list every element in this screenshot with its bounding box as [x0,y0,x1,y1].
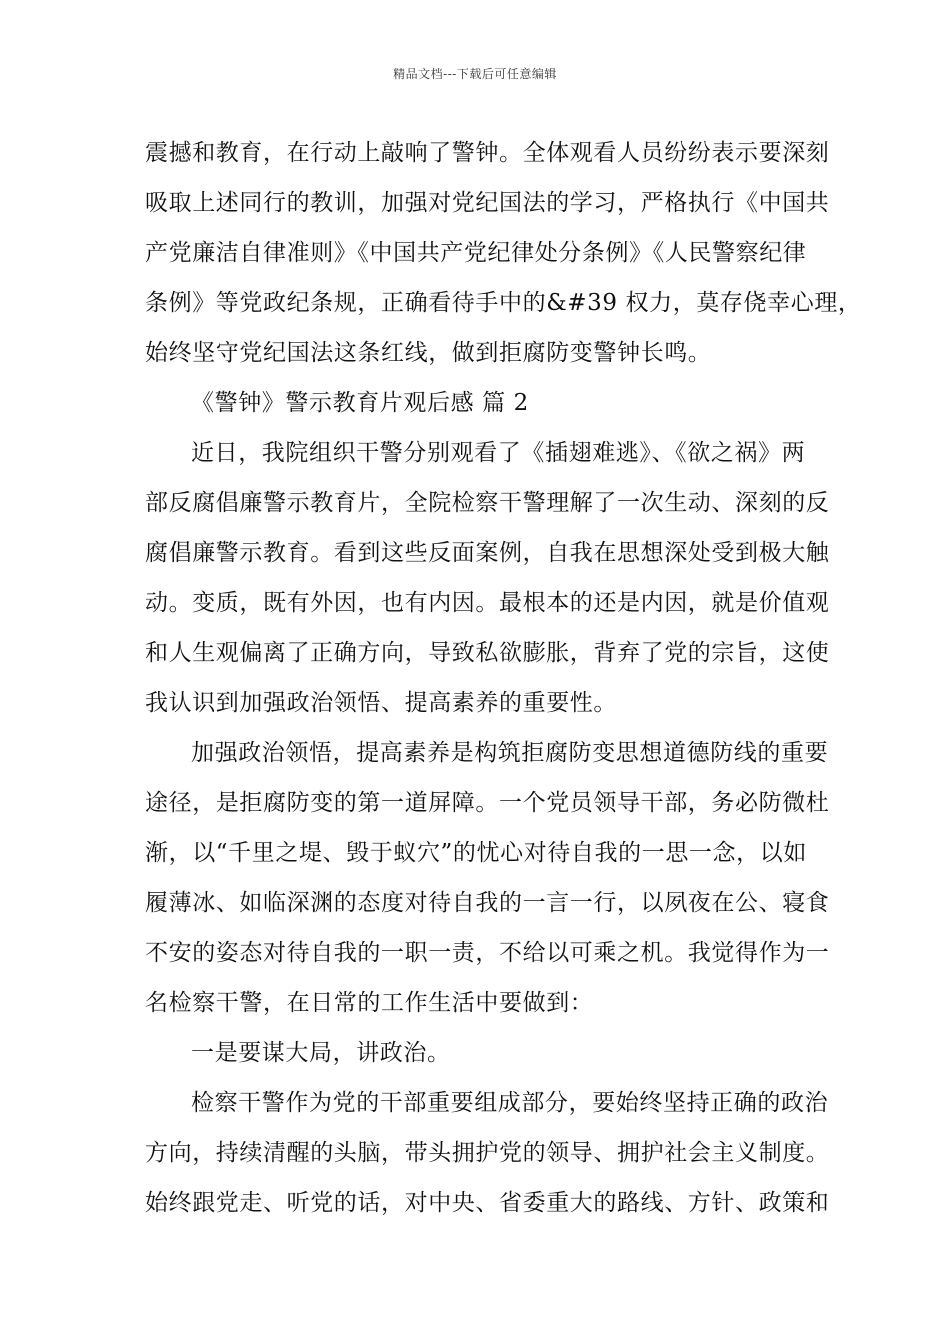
page-header: 精品文档---下载后可任意编辑 [393,67,557,81]
text-line: 方向，持续清醒的头脑，带头拥护党的领导、拥护社会主义制度。 [145,1140,830,1166]
text-line: 履薄冰、如临深渊的态度对待自我的一言一行，以夙夜在公、寝食 [145,890,830,916]
text-line: 始终跟党走、听党的话，对中央、省委重大的路线、方针、政策和 [145,1190,830,1216]
text-line: 近日，我院组织干警分别观看了《插翅难逃》、《欲之祸》两 [191,440,806,466]
text-line: 部反腐倡廉警示教育片，全院检察干警理解了一次生动、深刻的反 [145,490,830,516]
text-line: 始终坚守党纪国法这条红线，做到拒腐防变警钟长鸣。 [145,340,712,366]
text-line: 途径，是拒腐防变的第一道屏障。一个党员领导干部，务必防微杜 [145,790,830,816]
document-body [145,128,862,1228]
text-line: 条例》等党政纪条规，正确看待手中的&#39 权力，莫存侥幸心理， [145,290,862,316]
text-line: 我认识到加强政治领悟、提高素养的重要性。 [145,690,617,716]
section-title: 《警钟》警示教育片观后感 篇 2 [191,390,529,416]
text-line: 检察干警作为党的干部重要组成部分，要始终坚持正确的政治 [191,1090,829,1116]
text-line: 加强政治领悟，提高素养是构筑拒腐防变思想道德防线的重要 [191,740,829,766]
text-line: 动。变质，既有外因，也有内因。最根本的还是内因，就是价值观 [145,590,830,616]
text-line: 渐，以“千里之堤、毁于蚁穴”的忧心对待自我的一思一念，以如 [145,840,807,866]
text-line: 腐倡廉警示教育。看到这些反面案例，自我在思想深处受到极大触 [145,540,830,566]
text-line: 一是要谋大局，讲政治。 [191,1040,451,1066]
text-line: 产党廉洁自律准则》《中国共产党纪律处分条例》《人民警察纪律 [145,240,807,266]
text-line: 和人生观偏离了正确方向，导致私欲膨胀，背弃了党的宗旨，这使 [145,640,830,666]
text-line: 吸取上述同行的教训，加强对党纪国法的学习，严格执行《中国共 [145,190,830,216]
text-line: 震撼和教育，在行动上敲响了警钟。全体观看人员纷纷表示要深刻 [145,140,830,166]
text-line: 名检察干警，在日常的工作生活中要做到： [145,990,594,1016]
text-line: 不安的姿态对待自我的一职一责，不给以可乘之机。我觉得作为一 [145,940,830,966]
